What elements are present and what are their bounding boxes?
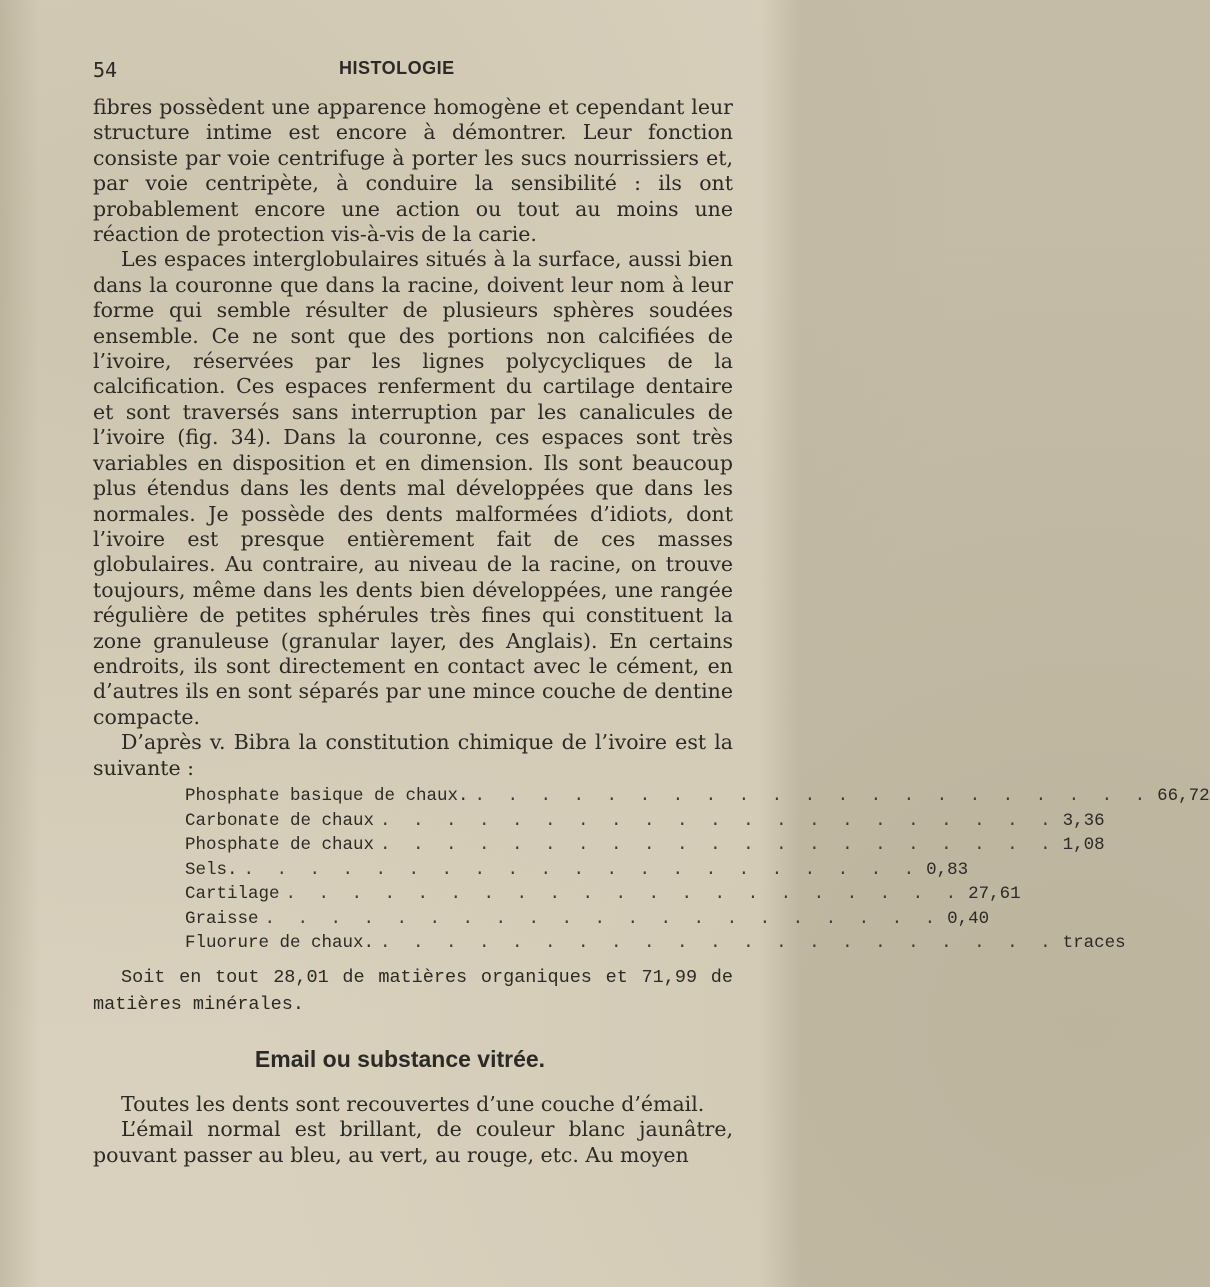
main-text bbox=[93, 95, 733, 781]
row-value: 1,08 bbox=[1062, 835, 1105, 855]
page-header bbox=[93, 58, 733, 86]
leader-dots: . . . . . . . . . . . . . . . . . . . . . bbox=[380, 835, 1057, 855]
row-label: Graisse bbox=[185, 908, 259, 929]
table-row bbox=[185, 882, 1021, 907]
section-text bbox=[93, 1092, 733, 1168]
row-label: Sels. bbox=[185, 859, 238, 880]
paragraph: D’après v. Bibra la constitution chimique de l’ivoire est la suivante : bbox=[93, 730, 733, 780]
row-label: Phosphate de chaux bbox=[185, 835, 375, 855]
row-value: 66,72 bbox=[1157, 786, 1210, 806]
summary-line: Soit en tout 28,01 de matières organiques et 71,99 de matières minérales. bbox=[93, 967, 733, 1015]
row-value: 0,40 bbox=[947, 908, 990, 929]
row-value: 0,83 bbox=[926, 859, 969, 880]
composition-table bbox=[185, 784, 1210, 956]
row-label: Fluorure de chaux. bbox=[185, 933, 375, 953]
leader-dots: . . . . . . . . . . . . . . . . . . . . . bbox=[264, 908, 942, 929]
paragraph: fibres possèdent une apparence homogène et cependant leur structure intime est encore à démontrer. Leur fonction consiste par voie centrifuge à porter les sucs nourrissiers et, par voie centripète, à conduire la sensibilité : ils ont probablement encore une action ou tout au moins une réaction de protection vis-à-vis de la carie. bbox=[93, 95, 733, 247]
paragraph: Toutes les dents sont recouvertes d’une couche d’émail. bbox=[121, 1092, 705, 1116]
paragraph: L’émail normal est brillant, de couleur blanc jaunâtre, pouvant passer au bleu, au vert, au rouge, etc. Au moyen bbox=[93, 1117, 733, 1167]
leader-dots: . . . . . . . . . . . . . . . . . . . . . bbox=[285, 884, 963, 904]
running-title: HISTOLOGIE bbox=[339, 58, 455, 78]
page-number: 54 bbox=[93, 58, 118, 82]
table-row bbox=[185, 907, 990, 932]
row-value: traces bbox=[1062, 933, 1126, 953]
summary-text bbox=[93, 964, 733, 1018]
row-label: Cartilage bbox=[185, 884, 280, 904]
row-label: Phosphate basique de chaux. bbox=[185, 786, 469, 806]
table-row bbox=[185, 784, 1210, 809]
row-value: 27,61 bbox=[968, 884, 1021, 904]
leader-dots: . . . . . . . . . . . . . . . . . . . . . bbox=[380, 810, 1057, 831]
paragraph: Les espaces interglobulaires situés à la surface, aussi bien dans la couronne que dans la racine, doivent leur nom à leur forme qui semble résulter de plusieurs sphères soudées ensemble. Ce ne sont que des portions non calcifiées de l’ivoire, réservées par les lignes polycycliques de la calcification. Ces espaces renferment du cartilage dentaire et sont traversés sans interruption par les canalicules de l’ivoire (fig. 34). Dans la couronne, ces espaces sont très variables en disposition et en dimension. Ils sont beaucoup plus étendus dans les dents mal développées que dans les normales. Je possède des dents malformées d’idiots, dont l’ivoire est presque entièrement fait de ces masses globulaires. Au contraire, au niveau de la racine, on trouve toujours, même dans les dents bien développées, une rangée régulière de petites sphérules très fines qui constituent la zone granuleuse (granular layer, des Anglais). En certains endroits, ils sont directement en contact avec le cément, en d’autres ils en sont séparés par une mince couche de dentine compacte. bbox=[93, 247, 733, 729]
leader-dots: . . . . . . . . . . . . . . . . . . . . . bbox=[243, 859, 921, 880]
row-value: 3,36 bbox=[1062, 810, 1105, 831]
leader-dots: . . . . . . . . . . . . . . . . . . . . . bbox=[474, 786, 1152, 806]
section-heading: Email ou substance vitrée. bbox=[254, 1046, 546, 1072]
row-label: Carbonate de chaux bbox=[185, 810, 375, 831]
table-row bbox=[185, 833, 1105, 858]
table-row bbox=[185, 809, 1105, 834]
table-row bbox=[185, 931, 1126, 956]
leader-dots: . . . . . . . . . . . . . . . . . . . . . bbox=[380, 933, 1057, 953]
table-row bbox=[185, 858, 969, 883]
